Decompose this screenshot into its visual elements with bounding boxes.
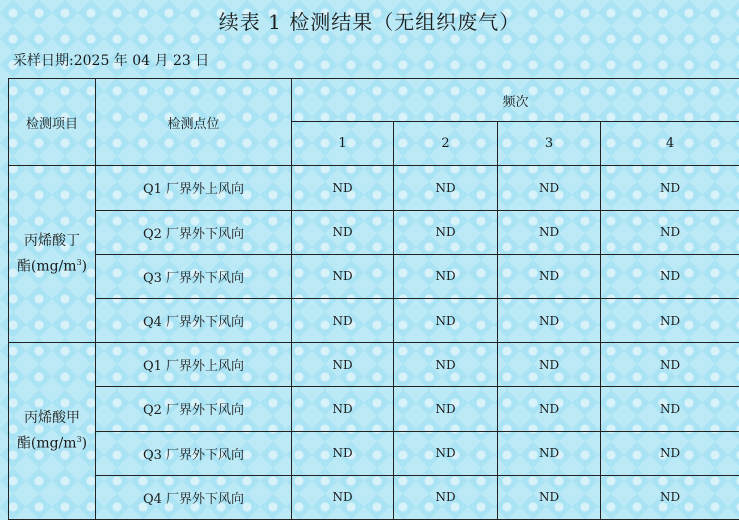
header-frequency: 频次 [292, 79, 739, 122]
result-value: ND [601, 210, 739, 254]
pollutant-name-line2 [9, 252, 95, 278]
table-row [9, 166, 739, 210]
result-value: ND [292, 343, 394, 387]
sample-date-value: 2025 年 04 月 23 日 [74, 53, 210, 69]
result-value: ND [498, 210, 601, 254]
monitoring-point: Q3 厂界外下风向 [96, 431, 292, 475]
results-table [8, 78, 739, 520]
header-freq-1: 1 [292, 122, 394, 166]
unit-superscript: 3 [77, 435, 82, 444]
result-value: ND [498, 387, 601, 431]
unit-superscript: 3 [77, 258, 82, 267]
pollutant-name-unit: 酯(mg/m [17, 259, 77, 275]
monitoring-point: Q2 厂界外下风向 [96, 387, 292, 431]
result-value: ND [498, 475, 601, 519]
pollutant-name [9, 343, 96, 520]
result-value: ND [601, 166, 739, 210]
monitoring-point: Q1 厂界外上风向 [96, 343, 292, 387]
table-row [9, 343, 739, 387]
table-row [9, 475, 739, 519]
result-value: ND [498, 431, 601, 475]
pollutant-name [9, 166, 96, 343]
result-value: ND [292, 298, 394, 342]
result-value: ND [394, 254, 498, 298]
sample-date-label: 采样日期: [13, 53, 74, 69]
monitoring-point: Q4 厂界外下风向 [96, 298, 292, 342]
table-row [9, 298, 739, 342]
result-value: ND [601, 254, 739, 298]
result-value: ND [394, 475, 498, 519]
report-title: 续表 1 检测结果（无组织废气） [0, 6, 739, 35]
result-value: ND [601, 298, 739, 342]
result-value: ND [394, 166, 498, 210]
result-value: ND [498, 343, 601, 387]
result-value: ND [394, 210, 498, 254]
result-value: ND [601, 475, 739, 519]
result-value: ND [498, 254, 601, 298]
result-value: ND [394, 387, 498, 431]
header-freq-4: 4 [601, 122, 739, 166]
pollutant-name-line2 [9, 429, 95, 455]
monitoring-point: Q3 厂界外下风向 [96, 254, 292, 298]
result-value: ND [292, 254, 394, 298]
header-row [9, 79, 739, 122]
pollutant-name-close: ) [82, 259, 87, 275]
table-row [9, 210, 739, 254]
result-value: ND [498, 166, 601, 210]
pollutant-name-unit: 酯(mg/m [17, 436, 77, 452]
result-value: ND [292, 387, 394, 431]
pollutant-name-close: ) [82, 436, 87, 452]
result-value: ND [394, 431, 498, 475]
header-freq-2: 2 [394, 122, 498, 166]
monitoring-point: Q2 厂界外下风向 [96, 210, 292, 254]
result-value: ND [394, 343, 498, 387]
table-row [9, 431, 739, 475]
table-row [9, 254, 739, 298]
pollutant-name-line1: 丙烯酸甲 [9, 407, 95, 429]
pollutant-name-line1: 丙烯酸丁 [9, 230, 95, 252]
table-row [9, 387, 739, 431]
result-value: ND [601, 431, 739, 475]
result-value: ND [601, 387, 739, 431]
header-point: 检测点位 [96, 79, 292, 166]
monitoring-point: Q1 厂界外上风向 [96, 166, 292, 210]
result-value: ND [292, 166, 394, 210]
monitoring-point: Q4 厂界外下风向 [96, 475, 292, 519]
result-value: ND [292, 210, 394, 254]
result-value: ND [394, 298, 498, 342]
header-freq-3: 3 [498, 122, 601, 166]
header-item: 检测项目 [9, 79, 96, 166]
result-value: ND [292, 431, 394, 475]
result-value: ND [601, 343, 739, 387]
result-value: ND [292, 475, 394, 519]
sample-date [13, 50, 209, 70]
result-value: ND [498, 298, 601, 342]
